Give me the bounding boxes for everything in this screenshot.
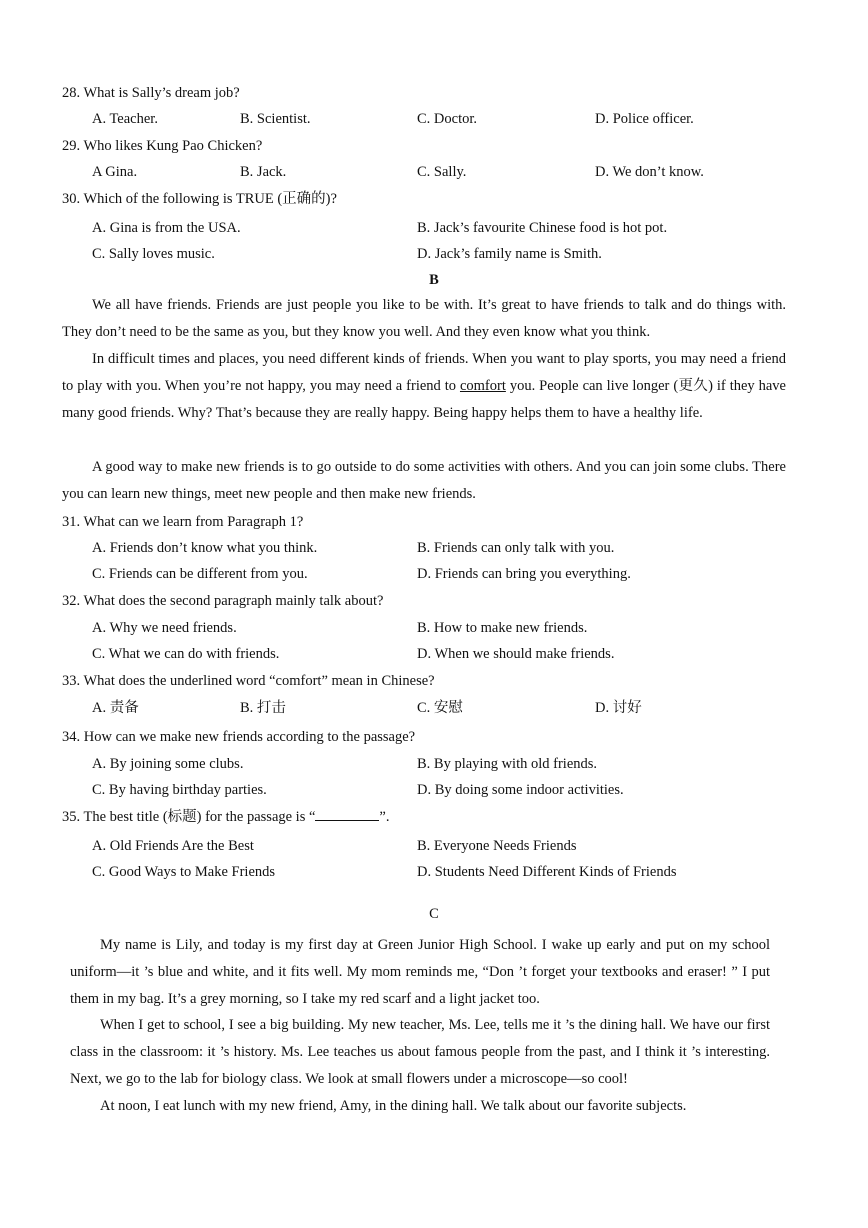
question-35-stem-before: 35. The best title (标题) for the passage is “	[62, 809, 316, 825]
question-33-option-c: C. 安慰	[417, 700, 463, 716]
question-34-option-d: D. By doing some indoor activities.	[417, 782, 624, 798]
question-32-stem: 32. What does the second paragraph mainly talk about?	[62, 593, 384, 609]
question-28-option-c: C. Doctor.	[417, 111, 478, 127]
question-28-option-d: D. Police officer.	[595, 111, 694, 127]
question-29-option-b: B. Jack.	[240, 164, 287, 180]
question-35-option-b: B. Everyone Needs Friends	[417, 838, 577, 854]
question-29-option-c: C. Sally.	[417, 164, 467, 180]
question-33-option-a: A. 责备	[92, 700, 139, 716]
question-35-stem	[62, 808, 389, 826]
passage-b-paragraph-3: A good way to make new friends is to go outside to do some activities with others. And you can join some clubs. There you can learn new things, meet new people and then make new friends.	[62, 459, 786, 502]
passage-b-p2-text-before: In difficult times and places, you need different kinds of friends. When you want to play sports, you may need a friend to play with you. When you’re not happy, you may need a friend to	[62, 351, 786, 394]
question-28-option-a: A. Teacher.	[92, 111, 158, 127]
passage-c-paragraph-3: At noon, I eat lunch with my new friend, Amy, in the dining hall. We talk about our favorite subjects.	[100, 1098, 687, 1114]
question-32-option-a: A. Why we need friends.	[92, 620, 237, 636]
section-c-heading: C	[429, 906, 439, 922]
question-31-option-c: C. Friends can be different from you.	[92, 566, 308, 582]
question-33-stem: 33. What does the underlined word “comfort” mean in Chinese?	[62, 673, 435, 689]
question-32-option-d: D. When we should make friends.	[417, 646, 615, 662]
question-35-option-d: D. Students Need Different Kinds of Friends	[417, 864, 677, 880]
question-34-option-a: A. By joining some clubs.	[92, 756, 244, 772]
question-35-option-a: A. Old Friends Are the Best	[92, 838, 254, 854]
question-35-stem-after: ”.	[379, 809, 390, 825]
question-32-option-c: C. What we can do with friends.	[92, 646, 280, 662]
passage-c-paragraph-2: When I get to school, I see a big building. My new teacher, Ms. Lee, tells me it ’s the dining hall. We have our first class in the classroom: it ’s history. Ms. Lee teaches us about famous people from the past, and I think it ’s interesting. Next, we go to the lab for biology class. We look at small flowers under a microscope—so cool!	[70, 1017, 770, 1087]
question-29-option-d: D. We don’t know.	[595, 164, 704, 180]
question-34-option-b: B. By playing with old friends.	[417, 756, 598, 772]
question-35-option-c: C. Good Ways to Make Friends	[92, 864, 276, 880]
question-30-option-c: C. Sally loves music.	[92, 246, 215, 262]
question-34-stem: 34. How can we make new friends according to the passage?	[62, 729, 416, 745]
question-31-option-b: B. Friends can only talk with you.	[417, 540, 615, 556]
question-32-option-b: B. How to make new friends.	[417, 620, 588, 636]
question-33-option-d: D. 讨好	[595, 700, 642, 716]
question-31-stem: 31. What can we learn from Paragraph 1?	[62, 514, 304, 530]
question-29-stem: 29. Who likes Kung Pao Chicken?	[62, 138, 263, 154]
passage-b-paragraph-2	[62, 346, 786, 426]
answer-blank	[315, 808, 379, 821]
question-28-stem: 28. What is Sally’s dream job?	[62, 85, 240, 101]
question-30-option-b: B. Jack’s favourite Chinese food is hot pot.	[417, 220, 668, 236]
passage-c-paragraph-1: My name is Lily, and today is my first day at Green Junior High School. I wake up early and put on my school uniform—it ’s blue and white, and it fits well. My mom reminds me, “Don ’t forget your textbooks and eraser! ” I put them in my bag. It’s a grey morning, so I take my red scarf and a light jacket too.	[70, 937, 770, 1007]
section-b-heading: B	[429, 272, 439, 288]
question-30-option-d: D. Jack’s family name is Smith.	[417, 246, 602, 262]
question-29-option-a: A Gina.	[92, 164, 138, 180]
question-33-option-b: B. 打击	[240, 700, 286, 716]
question-31-option-d: D. Friends can bring you everything.	[417, 566, 631, 582]
question-30-stem: 30. Which of the following is TRUE (正确的)?	[62, 191, 337, 207]
question-34-option-c: C. By having birthday parties.	[92, 782, 267, 798]
underlined-word-comfort: comfort	[459, 377, 506, 394]
passage-b-p2-text-after: you. People can live longer (更久) if they have many good friends. Why? That’s because they are really happy. Being happy helps them to have a healthy life.	[62, 377, 786, 421]
question-30-option-a: A. Gina is from the USA.	[92, 220, 241, 236]
question-28-option-b: B. Scientist.	[240, 111, 311, 127]
question-31-option-a: A. Friends don’t know what you think.	[92, 540, 318, 556]
passage-b-paragraph-1: We all have friends. Friends are just people you like to be with. It’s great to have friends to talk and do things with. They don’t need to be the same as you, but they know you well. And they even know what you think.	[62, 297, 786, 340]
